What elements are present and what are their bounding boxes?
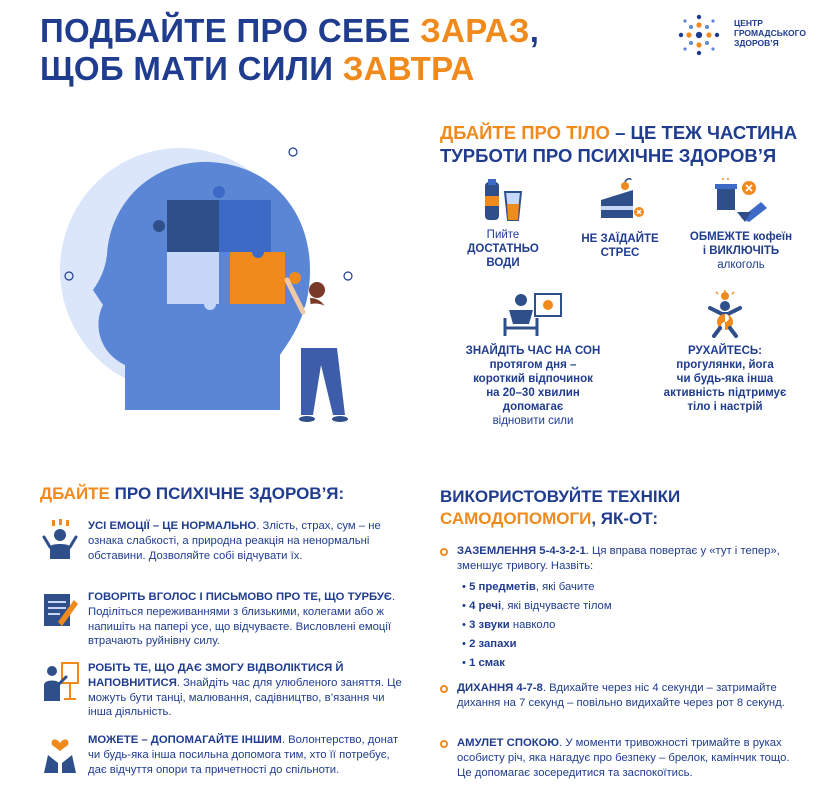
sense-item: • 3 звуки навколо [462,619,556,631]
tip-sleep [448,290,618,428]
item-bold: 1 смак [469,657,505,669]
item-text: . Злість, страх, сум – не ознака слабкості, а природна реакція на ненормальні обставини. Дозволяйте собі відчувати їх. [88,520,381,562]
technique-text [457,681,797,711]
title-part: ЩОБ МАТИ СИЛИ [40,50,343,87]
title-part: , ЯК-ОТ: [591,509,659,528]
title-part: , [529,12,540,49]
mental-section-title [40,483,344,505]
tip-line: протягом дня – [489,359,577,371]
logo-line: ЦЕНТР [734,18,763,28]
mental-item-text [88,590,406,649]
rest-icon [501,290,565,338]
item-bold: АМУЛЕТ СПОКОЮ [457,737,560,749]
tip-line: ОБМЕЖТЕ кофеїн [689,231,793,243]
tip-line: і ВИКЛЮЧІТЬ [702,245,780,257]
technique-breathing [440,681,800,727]
tip-line: активність підтримує [663,387,787,399]
logo-line: ГРОМАДСЬКОГО [734,28,806,38]
sense-item: • 1 смак [462,657,505,669]
logo-line: ЗДОРОВ’Я [734,38,779,48]
technique-grounding [440,544,800,576]
item-bold: РОБІТЬ ТЕ, ЩО ДАЄ ЗМОГУ ВІДВОЛІКТИСЯ Й НАПОВНИТИСЯ [88,662,344,689]
logo-text [734,18,814,48]
tip-line: на 20–30 хвилин [486,387,580,399]
item-bold: 3 звуки [469,619,510,631]
tip-line: СТРЕС [600,247,640,259]
emotions-icon [40,519,80,559]
tip-stress [560,178,680,260]
mental-item-text [88,661,406,720]
water-bottle-icon [479,178,527,222]
sense-item: • 5 предметів, які бачите [462,581,595,593]
tip-line: тіло і настрій [687,401,763,413]
body-section-title [440,121,820,167]
item-text: . Поділіться переживаннями з близькими, колегами або ж напишіть на папері усе, що відчуваєте. Висловлені емоції втрачають руйнівну силу. [88,591,396,648]
item-text: . Ця вправа повертає у «тут і тепер», зменшує тривогу. Назвіть: [457,545,780,572]
title-part: ПРО ПСИХІЧНЕ ЗДОРОВ’Я: [109,484,345,503]
item-bold: ГОВОРІТЬ ВГОЛОС І ПИСЬМОВО ПРО ТЕ, ЩО ТУРБУЄ [88,591,392,603]
tip-line: Пийте [486,229,520,241]
item-text: . Вдихайте через ніс 4 секунди – затримайте дихання на 7 секунд – повільно видихайте через рот 8 секунд. [457,682,785,709]
writing-icon [40,590,80,630]
title-highlight: ЗАВТРА [342,50,475,87]
tip-line: ВОДИ [486,257,520,269]
logo-mark-icon [676,12,722,58]
tip-water [448,178,558,270]
item-bold: 5 предметів [469,581,536,593]
tip-line: допомагає [502,401,564,413]
tip-line: відновити сили [492,415,574,427]
item-text: навколо [509,619,556,631]
tip-line: чи будь-яка інша [676,373,774,385]
mental-item-emotions [40,519,405,583]
title-highlight: САМОДОПОМОГИ [440,509,592,528]
title-highlight: ЗАРАЗ [420,12,530,49]
item-text: . Волонтерство, донат чи будь-яка інша посильна допомога тим, хто її потребує, дає відчуття опори та причетності до спільноти. [88,734,399,776]
logo [676,12,816,58]
painting-icon [40,661,80,701]
cake-icon [595,178,645,226]
item-bold: 4 речі [469,600,502,612]
item-bold: 2 запахи [469,638,517,650]
item-bold: ДИХАННЯ 4-7-8 [457,682,543,694]
page-title [40,12,600,88]
no-coffee-icon [711,178,771,224]
technique-text [457,544,797,574]
sense-item: • 2 запахи [462,638,517,650]
item-text: . У моменти тривожності тримайте в руках особисту річ, яка нагадує про безпеку – брелок, камінчик тощо. Це допомагає зосередитися та заспокоїтись. [457,737,790,779]
item-bold: МОЖЕТЕ – ДОПОМАГАЙТЕ ІНШИМ [88,734,282,746]
mental-item-hobby [40,661,405,725]
sense-item: • 4 речі, які відчуваєте тілом [462,600,612,612]
tip-line: ДОСТАТНЬО [467,243,539,255]
bullet-icon [440,548,448,556]
head-puzzle-illustration [55,140,375,430]
mental-item-help [40,733,405,797]
title-part: – ЦЕ ТЕЖ ЧАСТИНА ТУРБОТИ ПРО ПСИХІЧНЕ ЗДОРОВ’Я [440,122,798,166]
tip-line: РУХАЙТЕСЬ: [687,345,762,357]
title-part: ВИКОРИСТОВУЙТЕ ТЕХНІКИ [440,487,681,506]
item-text: , які відчуваєте тілом [501,600,612,612]
item-bold: УСІ ЕМОЦІЇ – ЦЕ НОРМАЛЬНО [88,520,257,532]
technique-text [457,736,797,781]
mental-item-text [88,519,406,563]
title-highlight: ДБАЙТЕ ПРО ТІЛО [440,122,610,143]
tip-line: прогулянки, йога [676,359,774,371]
item-text: . Знайдіть час для улюбленого заняття. Це можуть бути танці, малювання, садівництво, в’язання чи інша діяльність. [88,676,402,719]
helping-hands-icon [40,733,80,773]
bullet-icon [440,685,448,693]
bullet-icon [440,740,448,748]
technique-amulet [440,736,800,798]
tip-line: ЗНАЙДІТЬ ЧАС НА СОН [465,345,601,357]
mental-item-talk [40,590,405,654]
tip-line: алкоголь [717,259,765,271]
exercise-icon [700,290,750,338]
tip-move [640,290,810,414]
tip-caffeine [676,178,806,272]
item-text: , які бачите [535,581,595,593]
tip-line: НЕ ЗАЇДАЙТЕ [581,233,659,245]
title-highlight: ДБАЙТЕ [40,484,110,503]
mental-item-text [88,733,406,777]
tip-line: короткий відпочинок [473,373,593,385]
title-part: ПОДБАЙТЕ ПРО СЕБЕ [40,12,421,49]
selfhelp-section-title [440,486,810,530]
item-bold: ЗАЗЕМЛЕННЯ 5-4-3-2-1 [457,545,586,557]
